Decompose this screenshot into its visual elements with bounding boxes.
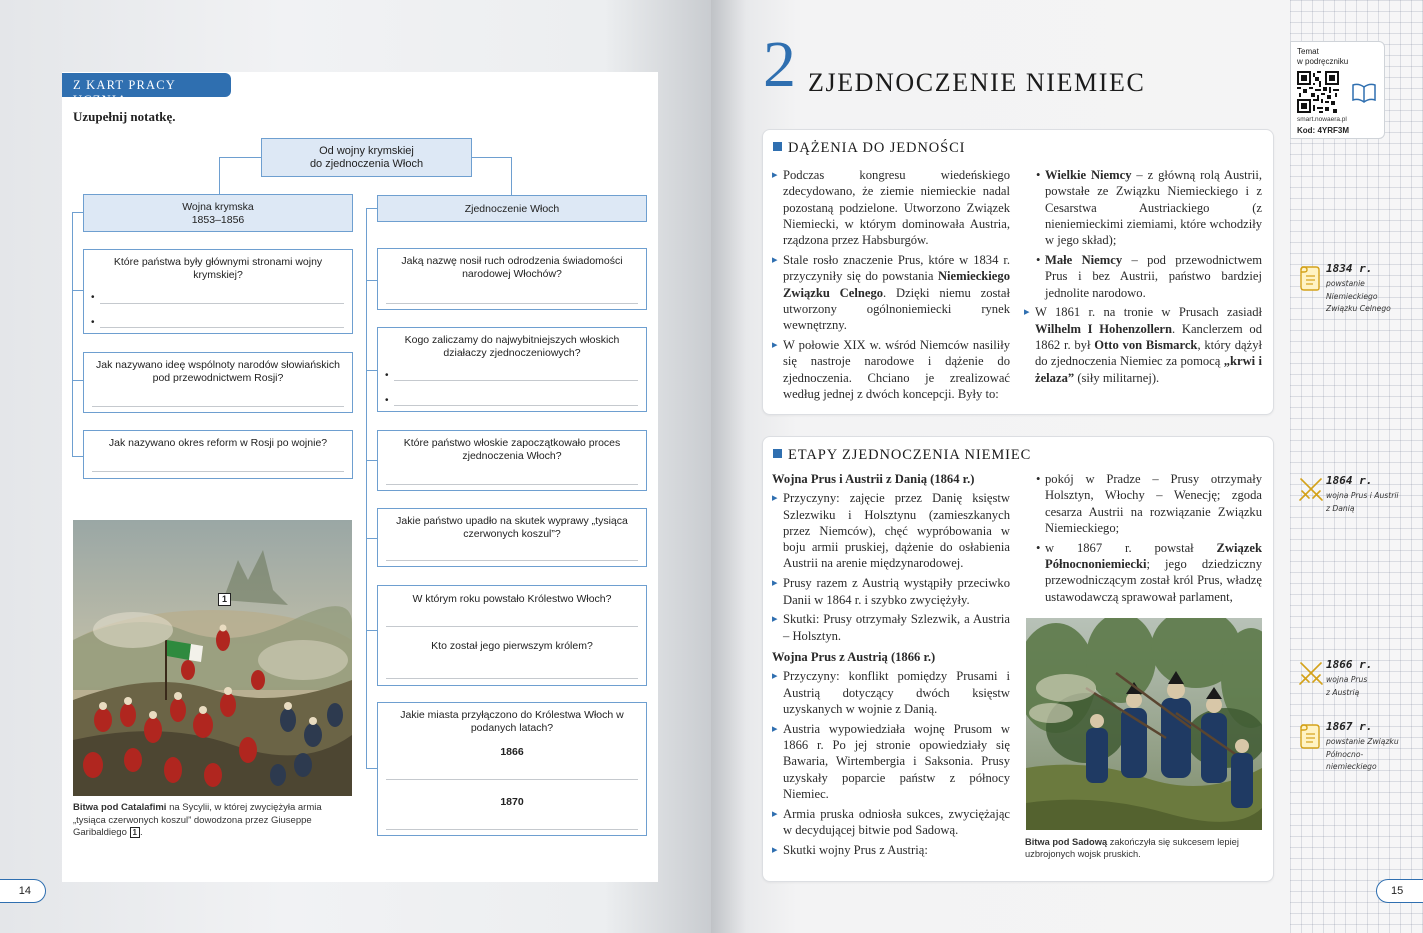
timeline-desc-line: wojna Prus i Austrii [1326, 491, 1399, 500]
timeline-desc [1326, 490, 1418, 515]
timeline-desc-line: z Danią [1326, 503, 1355, 513]
painting-illustration [73, 520, 352, 796]
answer-line[interactable] [92, 406, 344, 407]
crimean-war-header [83, 194, 353, 232]
timeline-desc [1326, 278, 1418, 316]
paragraph: ▸ Przyczyny: konflikt pomiędzy Prusami i Austrią dotyczący dwóch księstw uzyskanych w wojnie z Danią. [772, 668, 1010, 717]
crimean-war-dates: 1853–1856 [191, 213, 245, 226]
paragraph: ▸ Prusy razem z Austrią wystąpiły przeciwko Danii w 1864 r. i szybko zwyciężyły. [772, 575, 1010, 608]
timeline-item-1864 [1298, 476, 1418, 521]
timeline-desc-line: Niemieckiego [1326, 291, 1378, 301]
bold-term: „krwi i żelaza” [1035, 354, 1263, 385]
crossed-swords-icon [1298, 660, 1324, 686]
subheading: Wojna Prus z Austrią (1866 r.) [772, 649, 936, 664]
instruction-text: Uzupełnij notatkę. [73, 109, 176, 124]
timeline-desc-line: wojna Prus [1326, 675, 1368, 684]
crossed-swords-icon [1298, 476, 1324, 502]
caption-bold: Bitwa pod Catalafimi [73, 802, 167, 813]
question-text: Jakie miasta przyłączono do Królestwa Włoch w podanych latach? [400, 709, 624, 734]
answer-line[interactable] [394, 380, 638, 381]
italy-unification-header [377, 195, 647, 222]
answer-line[interactable] [386, 779, 638, 780]
answer-bullet: • [385, 370, 389, 381]
section1-col-right [1024, 167, 1262, 389]
question-text: W którym roku powstało Królestwo Włoch? [412, 593, 612, 605]
answer-line[interactable] [100, 303, 344, 304]
answer-bullet: • [91, 317, 95, 328]
question-text: Jak nazywano okres reform w Rosji po wojnie? [108, 437, 328, 449]
question-box-kingdom [377, 585, 647, 686]
chapter-number: 2 [763, 28, 796, 101]
text: . Kanclerzem od 1862 r. był [1035, 321, 1262, 352]
timeline-item-1867 [1298, 722, 1418, 782]
text: , który dążył do zjednoczenia Niemiec za pomocą [1035, 337, 1263, 369]
timeline-year: 1867 r. [1326, 720, 1373, 733]
section2-col-right [1024, 471, 1262, 608]
timeline-desc-line: Północno- [1326, 749, 1364, 759]
scroll-icon [1298, 264, 1322, 292]
text: (siły militarnej). [1074, 370, 1160, 385]
timeline-desc-line: z Austrią [1326, 687, 1360, 697]
question-box-first-state [377, 430, 647, 491]
paragraph: ▸ Austria wypowiedziała wojnę Prusom w 1866 r. Po jej stronie opowiedziały się Bawaria, Wirtembergia i Saksonia. Prusy uzyskały poparcie państw z północy Niemiec. [772, 721, 1010, 802]
paragraph: ▸ Skutki: Prusy otrzymały Szlezwik, a Austria – Holsztyn. [772, 611, 1010, 644]
list-item [1036, 252, 1262, 301]
list-item [1036, 540, 1262, 605]
list-item [1036, 167, 1262, 248]
paragraph: ▸ Przyczyny: zajęcie przez Danię księstw Szlezwiku i Holsztynu (zamieszkanych przez Niemców), chęć wypróbowania w boju armii pruskiej, dążenie do osłabienia Austrii na arenie międzynarodowej. [772, 490, 1010, 571]
question-text: Kogo zaliczamy do najwybitniejszych włoskich działaczy zjednoczeniowych? [404, 334, 620, 359]
question-box-activists [377, 327, 647, 412]
question-text: Jak nazywano ideę wspólnoty narodów słowiańskich pod przewodnictwem Rosji? [96, 359, 340, 384]
timeline-desc-line: niemieckiego [1326, 762, 1377, 771]
bold-term: Wielkie Niemcy [1045, 168, 1132, 182]
text: – z główną rolą Austrii, powstałe ze Związku Niemieckiego i z Cesarstwa Austriackiego (z nieniemieckimi ziemiami, które wchodziły w jego skład); [1045, 168, 1262, 248]
connector-root-left [219, 157, 262, 195]
chapter-title: ZJEDNOCZENIE NIEMIEC [808, 68, 1146, 97]
bold-term: Związek Północnoniemiecki [1045, 540, 1262, 571]
section-title: ETAPY ZJEDNOCZENIA NIEMIEC [788, 447, 1032, 463]
timeline-year: 1864 r. [1326, 474, 1373, 487]
answer-line[interactable] [386, 829, 638, 830]
answer-line[interactable] [92, 471, 344, 472]
question-text: Które państwa były głównymi stronami wojny krymskiej? [113, 256, 323, 281]
section2-col-left [772, 471, 1010, 862]
text: W 1861 r. na tronie w Prusach zasiadł [1035, 305, 1262, 320]
question-box-crimean-sides [83, 249, 353, 334]
paragraph [772, 252, 1010, 333]
caption-text: uzbrojonych wojsk pruskich. [1025, 849, 1141, 860]
qr-code-icon[interactable] [1297, 71, 1339, 113]
paragraph [1024, 304, 1262, 385]
bold-term: Otto von Bismarck [1094, 337, 1198, 352]
paragraph: ▸ Armia pruska odniosła sukces, zwyciężając w decydującej bitwie pod Sadową. [772, 806, 1010, 839]
list-item: • pokój w Pradze – Prusy otrzymały Holsztyn, Włochy – Wenecję; zgoda cesarza Austrii na rozwiązanie Związku Niemieckiego; [1036, 471, 1262, 536]
timeline-desc-line: powstanie Związku [1326, 737, 1399, 746]
section-square-icon [773, 449, 782, 458]
paragraph: ▸ Skutki wojny Prus z Austrią: [772, 842, 1010, 858]
page-number-right: 15 [1376, 879, 1423, 903]
qr-title-line2: w podręczniku [1297, 57, 1349, 66]
question-box-risorgimento [377, 248, 647, 310]
battle-of-calatafimi-painting [73, 520, 352, 796]
text: w 1867 r. powstał [1045, 540, 1217, 555]
book-icon[interactable] [1352, 83, 1376, 103]
root-topic-line2: do zjednoczenia Włoch [309, 158, 424, 171]
qr-site: smart.nowaera.pl [1297, 116, 1347, 123]
question-box-fallen-state [377, 508, 647, 567]
answer-line[interactable] [386, 626, 638, 627]
section-heading [773, 140, 965, 157]
answer-line[interactable] [100, 327, 344, 328]
text: ; jego dziedziczny przewodniczącym został król Prus, władzę ustawodawczą sprawował parlament, [1045, 556, 1262, 604]
page-number-left: 14 [0, 879, 46, 903]
question-text: Jakie państwo upadło na skutek wyprawy „tysiąca czerwonych koszul”? [396, 515, 628, 540]
photo-marker-1: 1 [218, 593, 231, 606]
answer-line[interactable] [386, 678, 638, 679]
year-1866: 1866 [500, 746, 524, 758]
text: . Dzięki niemu został utworzony ogólnoniemiecki rynek wewnętrzny. [783, 285, 1010, 333]
subheading: Wojna Prus i Austrii z Danią (1864 r.) [772, 472, 975, 486]
root-topic-box [261, 138, 472, 177]
answer-bullet: • [385, 395, 389, 406]
section1-col-left [772, 167, 1010, 406]
bold-term: Małe Niemcy [1045, 252, 1123, 267]
bold-term: Wilhelm I Hohenzollern [1035, 321, 1173, 336]
question-text: Kto został jego pierwszym królem? [431, 640, 593, 652]
crimean-war-title: Wojna krymska [182, 201, 254, 213]
caption-text: na Sycylii, w której zwyciężyła armia [166, 802, 322, 813]
bold-term: Niemieckiego Związku Celnego [783, 269, 1010, 300]
painting-illustration [1026, 618, 1262, 830]
sadowa-caption [1025, 836, 1270, 861]
qr-code-text: Kod: 4YRF3M [1297, 126, 1349, 135]
section-title: DĄŻENIA DO JEDNOŚCI [788, 140, 966, 156]
section-heading [773, 447, 1031, 464]
caption-text: Garibaldiego [73, 827, 127, 839]
caption-text: „tysiąca czerwonych koszul” dowodzona przez Giuseppe [73, 814, 312, 826]
answer-line[interactable] [386, 303, 638, 304]
year-1870: 1870 [500, 796, 524, 808]
timeline-desc [1326, 736, 1418, 774]
timeline-desc-line: Związku Celnego [1326, 304, 1391, 313]
caption-marker-1: 1 [130, 827, 140, 838]
scroll-icon [1298, 722, 1322, 750]
paragraph: ▸ Podczas kongresu wiedeńskiego zdecydowano, że ziemie niemieckie nadal pozostaną podzielone. Utworzono Związek Niemiecki, w którym dominowała Austria, rządzona przez Habsburgów. [772, 167, 1010, 248]
qr-title [1297, 47, 1348, 67]
timeline-year: 1834 r. [1326, 262, 1373, 275]
timeline-desc [1326, 674, 1418, 699]
question-text: Które państwo włoskie zapoczątkowało proces zjednoczenia Włoch? [403, 437, 621, 462]
timeline-year: 1866 r. [1326, 658, 1373, 671]
connector-root-right [471, 157, 512, 195]
paragraph: ▸ W połowie XIX w. wśród Niemców nasiliły się nastroje narodowe i dążenie do zjednoczenia. Chciano je zrealizować według jednej z dwóch koncepcji. Były to: [772, 337, 1010, 402]
answer-line[interactable] [386, 560, 638, 561]
margin-grid [1290, 0, 1423, 933]
caption-text: zakończyła się sukcesem lepiej [1107, 837, 1239, 847]
question-box-reforms [83, 430, 353, 479]
answer-line[interactable] [394, 405, 638, 406]
question-box-panslavism [83, 352, 353, 413]
timeline-item-1834 [1298, 264, 1418, 324]
painting-caption [73, 802, 358, 840]
section-square-icon [773, 142, 782, 151]
answer-line[interactable] [386, 484, 638, 485]
root-topic-line1: Od wojny krymskiej [319, 145, 414, 157]
answer-bullet: • [91, 292, 95, 303]
question-text: Jaką nazwę nosił ruch odrodzenia świadomości narodowej Włochów? [401, 255, 623, 280]
caption-bold: Bitwa pod Sadową [1025, 837, 1108, 847]
italy-unification-title: Zjednoczenie Włoch [464, 203, 560, 215]
timeline-desc-line: powstanie [1326, 279, 1365, 288]
qr-title-line1: Temat [1297, 47, 1319, 56]
question-box-annexed-cities [377, 702, 647, 836]
text: – pod przewodnictwem Prus i bez Austrii, państwo bardziej jednolite narodowo. [1045, 252, 1263, 300]
battle-of-sadowa-painting [1026, 618, 1262, 830]
text: Stale rosło znaczenie Prus, które w 1834 r. przyczyniły się do powstania [783, 252, 1010, 284]
caption-end: . [139, 827, 143, 839]
textbook-qr-panel[interactable] [1290, 41, 1385, 139]
timeline-item-1866 [1298, 660, 1418, 705]
worksheet-banner: Z KART PRACY UCZNIA [62, 73, 231, 97]
